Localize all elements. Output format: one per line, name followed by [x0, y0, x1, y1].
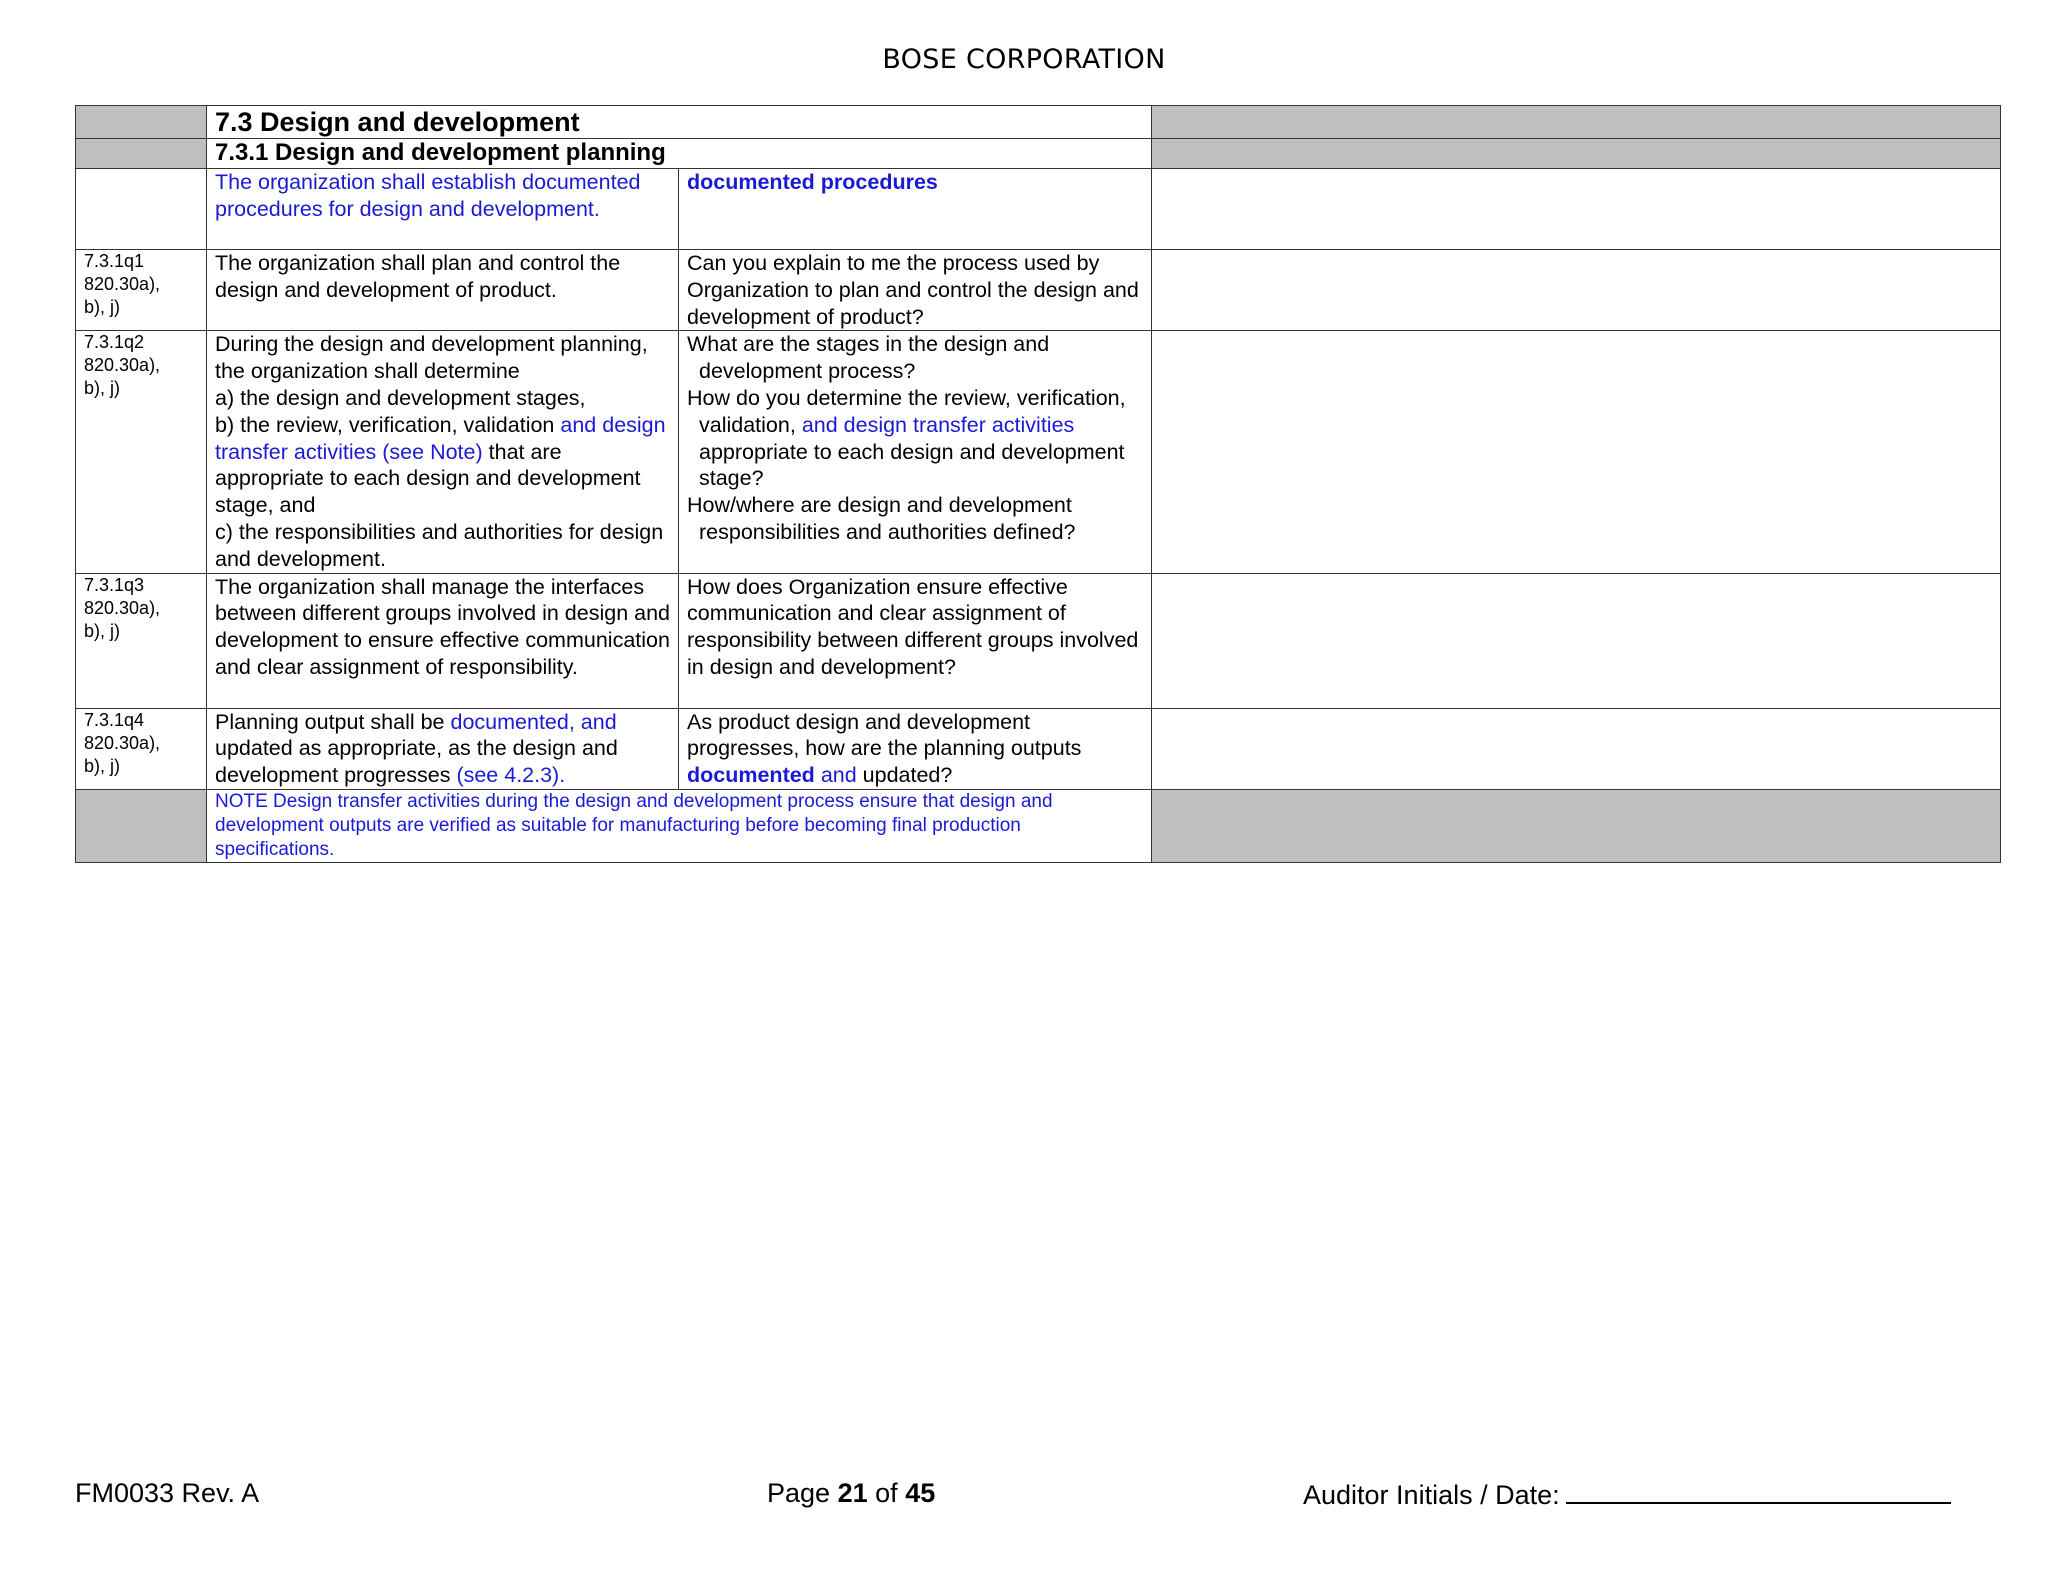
requirement-cell: During the design and development planning, the organization shall determine a) the design and development stages, b) the review, verification, validation and design transfer activities (see Note) that are appropriate to each design and development stage, and c) the responsibilities and authorities for design and development. [207, 331, 679, 573]
auditor-signature: Auditor Initials / Date: [1303, 1478, 1951, 1511]
table-row [76, 250, 2001, 331]
ref-cell: 7.3.1q1 820.30a), b), j) [76, 250, 207, 331]
audit-table [75, 105, 2001, 863]
subsection-title: 7.3.1 Design and development planning [207, 139, 1152, 169]
form-number: FM0033 Rev. A [75, 1478, 260, 1508]
question-cell: What are the stages in the design and development process? How do you determine the review, verification, validation, and design transfer activities appropriate to each design and development stage? How/where are design and development responsibilities and authorities defined? [679, 331, 1152, 573]
ref-cell: 7.3.1q2 820.30a), b), j) [76, 331, 207, 573]
ref-cell [76, 169, 207, 250]
page-number: Page 21 of 45 [767, 1478, 936, 1508]
gray-cell [1152, 106, 2001, 139]
gray-cell [1152, 139, 2001, 169]
table-row [76, 708, 2001, 789]
requirement-cell: The organization shall establish documented procedures for design and development. [207, 169, 679, 250]
note-row [76, 789, 2001, 862]
gray-cell [76, 139, 207, 169]
answer-cell[interactable] [1152, 708, 2001, 789]
table-row [76, 331, 2001, 573]
answer-cell[interactable] [1152, 331, 2001, 573]
answer-cell[interactable] [1152, 169, 2001, 250]
ref-cell: 7.3.1q4 820.30a), b), j) [76, 708, 207, 789]
answer-cell[interactable] [1152, 250, 2001, 331]
section-title: 7.3 Design and development [207, 106, 1152, 139]
subsection-row [76, 139, 2001, 169]
requirement-cell: The organization shall plan and control the design and development of product. [207, 250, 679, 331]
table-row [76, 573, 2001, 708]
question-cell: Can you explain to me the process used by Organization to plan and control the design and development of product? [679, 250, 1152, 331]
table-row [76, 169, 2001, 250]
note-text: NOTE Design transfer activities during the design and development process ensure that design and development outputs are verified as suitable for manufacturing before becoming final production specifications. [207, 789, 1152, 862]
gray-cell [1152, 789, 2001, 862]
requirement-cell: Planning output shall be documented, and updated as appropriate, as the design and development progresses (see 4.2.3). [207, 708, 679, 789]
gray-cell [76, 789, 207, 862]
section-row [76, 106, 2001, 139]
company-header: BOSE CORPORATION [882, 44, 1166, 75]
ref-cell: 7.3.1q3 820.30a), b), j) [76, 573, 207, 708]
gray-cell [76, 106, 207, 139]
question-cell: As product design and development progresses, how are the planning outputs documented and updated? [679, 708, 1152, 789]
question-cell: documented procedures [679, 169, 1152, 250]
requirement-cell: The organization shall manage the interfaces between different groups involved in design and development to ensure effective communication and clear assignment of responsibility. [207, 573, 679, 708]
signature-line[interactable] [1566, 1478, 1951, 1504]
question-cell: How does Organization ensure effective communication and clear assignment of responsibility between different groups involved in design and development? [679, 573, 1152, 708]
answer-cell[interactable] [1152, 573, 2001, 708]
